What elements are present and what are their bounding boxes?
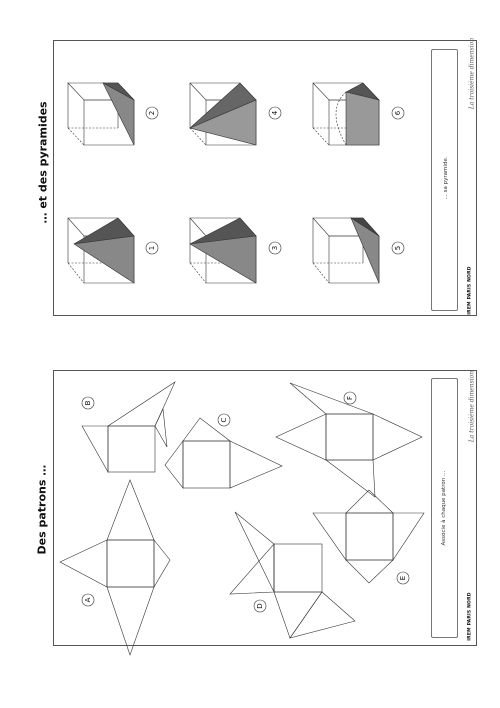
label-C: C: [220, 417, 228, 423]
pyramids-title: … et des pyramides: [36, 101, 50, 224]
label-6: 6: [394, 110, 402, 116]
label-A: A: [84, 597, 92, 603]
label-1: 1: [148, 245, 156, 251]
net-D: [230, 512, 355, 638]
label-4: 4: [271, 110, 279, 116]
pyramids-footer-right: La troisième dimension: [468, 37, 476, 110]
net-C: [165, 418, 282, 488]
label-B: B: [84, 400, 92, 406]
net-E: [313, 490, 424, 583]
label-D: D: [256, 603, 264, 609]
nets-caption: Associe à chaque patron …: [441, 470, 447, 546]
label-2: 2: [148, 110, 156, 116]
pyramids-caption: … sa pyramide.: [443, 156, 449, 200]
nets-footer-left: IREM PARIS NORD: [467, 592, 473, 641]
pyramids-footer-left: IREM PARIS NORD: [467, 266, 473, 315]
net-A: [60, 480, 170, 655]
nets-title: Des patrons …: [35, 464, 49, 555]
nets-footer-right: La troisième dimension: [468, 370, 476, 443]
label-E: E: [399, 575, 407, 581]
label-3: 3: [271, 245, 279, 251]
label-circles-bottom: [82, 392, 409, 612]
label-F: F: [346, 395, 354, 401]
net-B: [82, 382, 175, 472]
label-5: 5: [394, 245, 402, 251]
